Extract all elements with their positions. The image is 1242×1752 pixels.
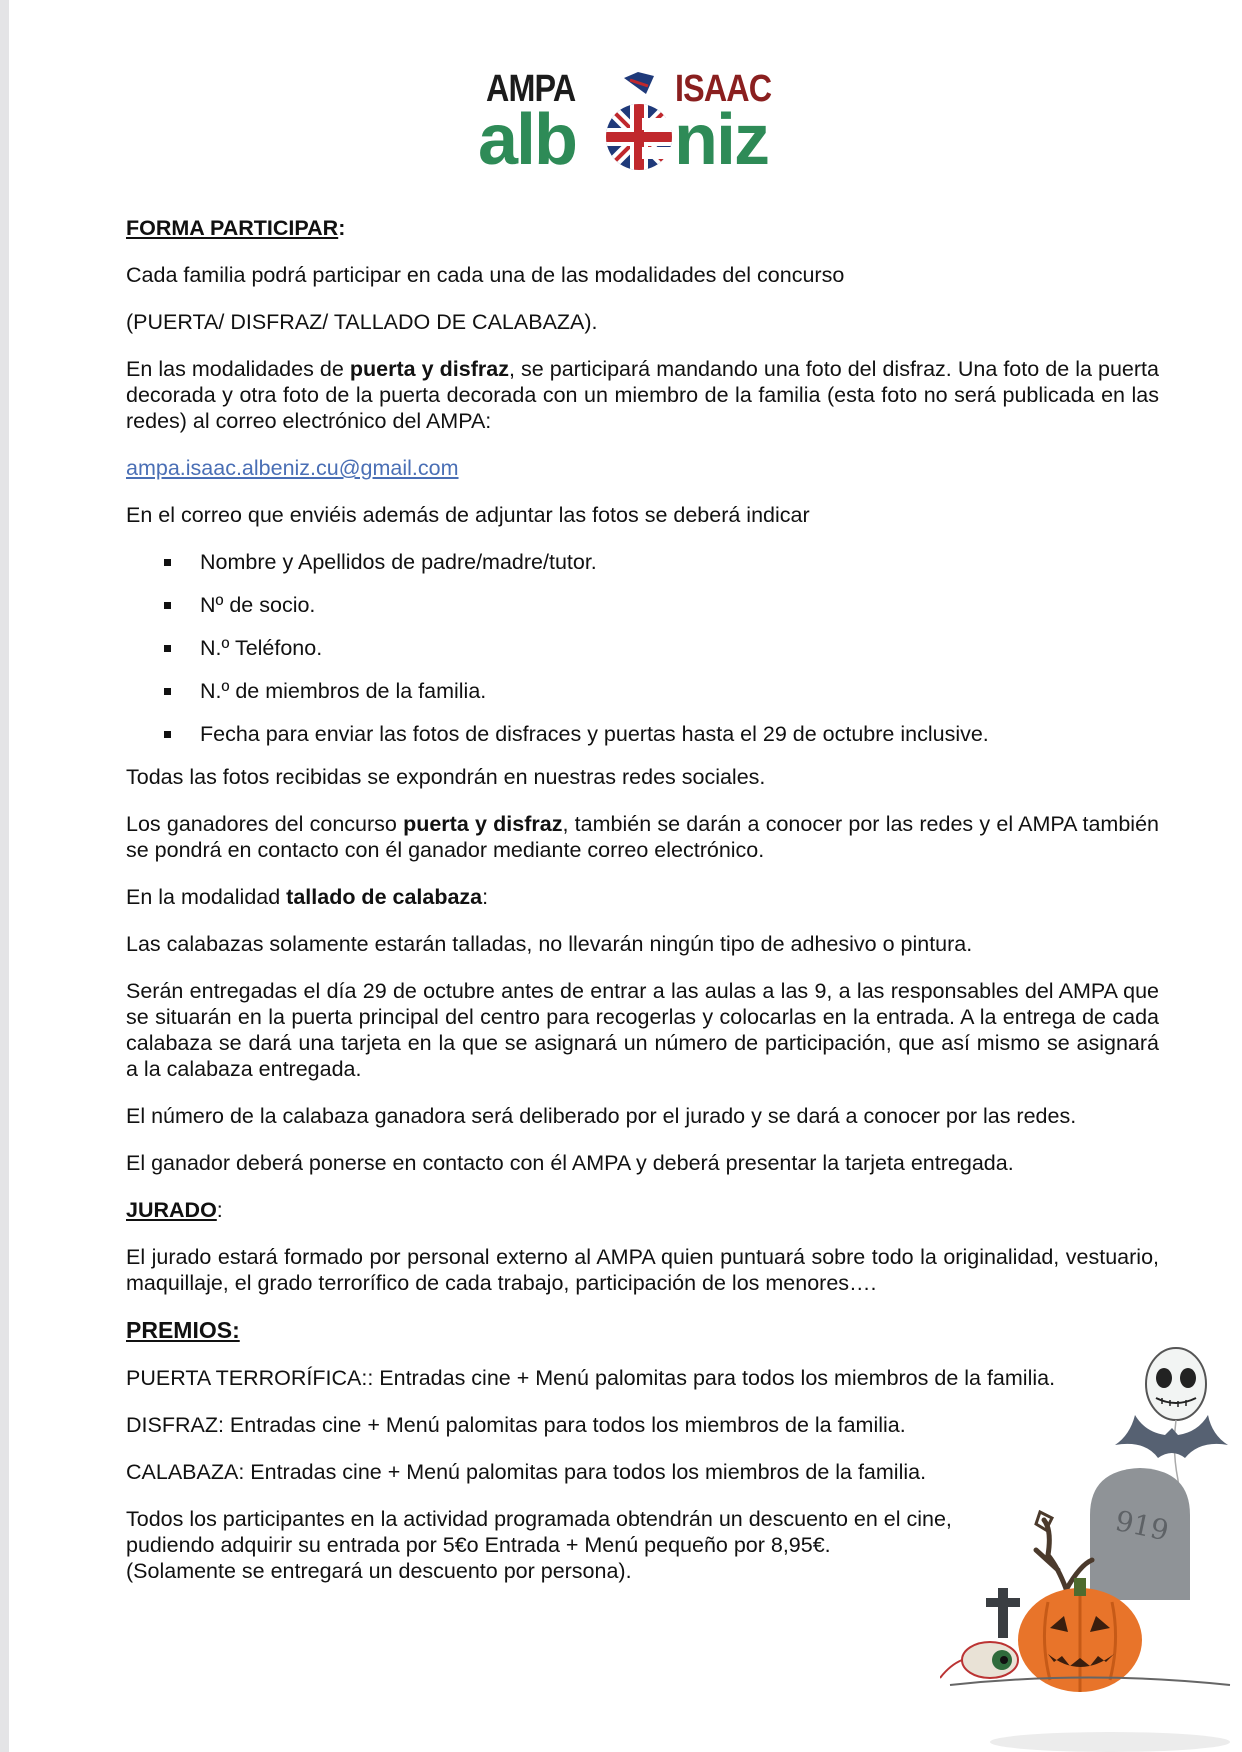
- forma-p6-c: , también se darán a conocer por las redes y el AMPA también se pondrá en contacto con él ganador mediante correo electrónico.: [126, 812, 1159, 862]
- forma-p1: Cada familia podrá participar en cada una de las modalidades del concurso: [126, 263, 845, 287]
- bat-icon: [1115, 1415, 1228, 1458]
- premios-p3: CALABAZA: Entradas cine + Menú palomitas para todos los miembros de la familia.: [126, 1460, 927, 1484]
- premios-p4-line3: (Solamente se entregará un descuento por persona).: [126, 1559, 632, 1583]
- forma-heading: FORMA PARTICIPAR: [126, 216, 339, 240]
- forma-p3-a: En las modalidades de: [126, 357, 350, 381]
- logo-alb-text: alb: [478, 100, 577, 180]
- premios-p2: DISFRAZ: Entradas cine + Menú palomitas para todos los miembros de la familia.: [126, 1413, 906, 1437]
- forma-p8: Las calabazas solamente estarán talladas, no llevarán ningún tipo de adhesivo o pintura.: [126, 932, 973, 956]
- logo-ampa-text: AMPA: [486, 68, 576, 110]
- forma-p9: Serán entregadas el día 29 de octubre antes de entrar a las aulas a las 9, a las responsables del AMPA que se situarán en la puerta principal del centro para recogerlas y colocarlas en la entrada. A la entrega de cada calabaza se dará una tarjeta en la que se asignará un número de participación, que así mismo se asignará a la calabaza entregada.: [126, 979, 1159, 1081]
- forma-p11: El ganador deberá ponerse en contacto con él AMPA y deberá presentar la tarjeta entregada.: [126, 1151, 1014, 1175]
- forma-p6: [126, 811, 1159, 863]
- premios-p4-line2: pudiendo adquirir su entrada por 5€o Entrada + Menú pequeño por 8,95€.: [126, 1533, 831, 1557]
- jurado-heading-line: [126, 1197, 1159, 1223]
- forma-p6-bold: puerta y disfraz: [403, 812, 563, 836]
- forma-heading-line: [126, 215, 1159, 241]
- union-jack-e-icon: [604, 72, 674, 182]
- premios-p4-line1: Todos los participantes en la actividad programada obtendrán un descuento en el cine,: [126, 1507, 952, 1531]
- forma-p6-a: Los ganadores del concurso: [126, 812, 404, 836]
- logo-isaac-text: ISAAC: [675, 68, 772, 110]
- tombstone-icon: [1090, 1468, 1190, 1600]
- forma-p7-a: En la modalidad: [126, 885, 287, 909]
- reflection-shadow: [990, 1732, 1230, 1752]
- ampa-logo: [478, 60, 798, 190]
- forma-p4: En el correo que enviéis además de adjuntar las fotos se deberá indicar: [126, 503, 810, 527]
- forma-p7-bold: tallado de calabaza: [286, 885, 483, 909]
- jurado-p1: El jurado estará formado por personal externo al AMPA quien puntuará sobre todo la originalidad, vestuario, maquillaje, el grado terrorífico de cada trabajo, participación de los menores….: [126, 1245, 1159, 1295]
- forma-p2: (PUERTA/ DISFRAZ/ TALLADO DE CALABAZA).: [126, 310, 598, 334]
- eyeball-icon: [940, 1642, 1018, 1678]
- list-item: N.º Teléfono.: [164, 635, 1159, 661]
- cross-icon: [986, 1588, 1020, 1638]
- premios-p1: PUERTA TERRORÍFICA:: Entradas cine + Menú palomitas para todos los miembros de la familia.: [126, 1366, 1056, 1390]
- list-item: Nombre y Apellidos de padre/madre/tutor.: [164, 549, 1159, 575]
- jurado-heading-colon: :: [216, 1198, 223, 1222]
- forma-p3-bold: puerta y disfraz: [349, 357, 509, 381]
- forma-heading-colon: :: [338, 216, 346, 240]
- list-item: Nº de socio.: [164, 592, 1159, 618]
- forma-p10: El número de la calabaza ganadora será deliberado por el jurado y se dará a conocer por las redes.: [126, 1104, 1077, 1128]
- email-link[interactable]: ampa.isaac.albeniz.cu@gmail.com: [126, 456, 459, 480]
- halloween-decoration: [940, 1340, 1240, 1752]
- list-item: Fecha para enviar las fotos de disfraces y puertas hasta el 29 de octubre inclusive.: [164, 721, 1159, 747]
- forma-p3: [126, 356, 1159, 434]
- list-item: N.º de miembros de la familia.: [164, 678, 1159, 704]
- forma-p5: Todas las fotos recibidas se expondrán en nuestras redes sociales.: [126, 765, 766, 789]
- tombstone-text: 919: [1112, 1504, 1172, 1548]
- premios-heading: PREMIOS:: [126, 1317, 240, 1343]
- forma-p7-c: :: [482, 885, 489, 909]
- required-info-list: [126, 549, 1159, 747]
- forma-p3-c: , se participará mandando una foto del disfraz. Una foto de la puerta decorada y otra foto de la puerta decorada con un miembro de la familia (esta foto no será publicada en las redes) al correo electrónico del AMPA:: [126, 357, 1159, 433]
- forma-p7: [126, 884, 1159, 910]
- logo-niz-text: niz: [674, 100, 768, 180]
- page-edge: [0, 0, 9, 1752]
- jurado-heading: JURADO: [126, 1198, 217, 1222]
